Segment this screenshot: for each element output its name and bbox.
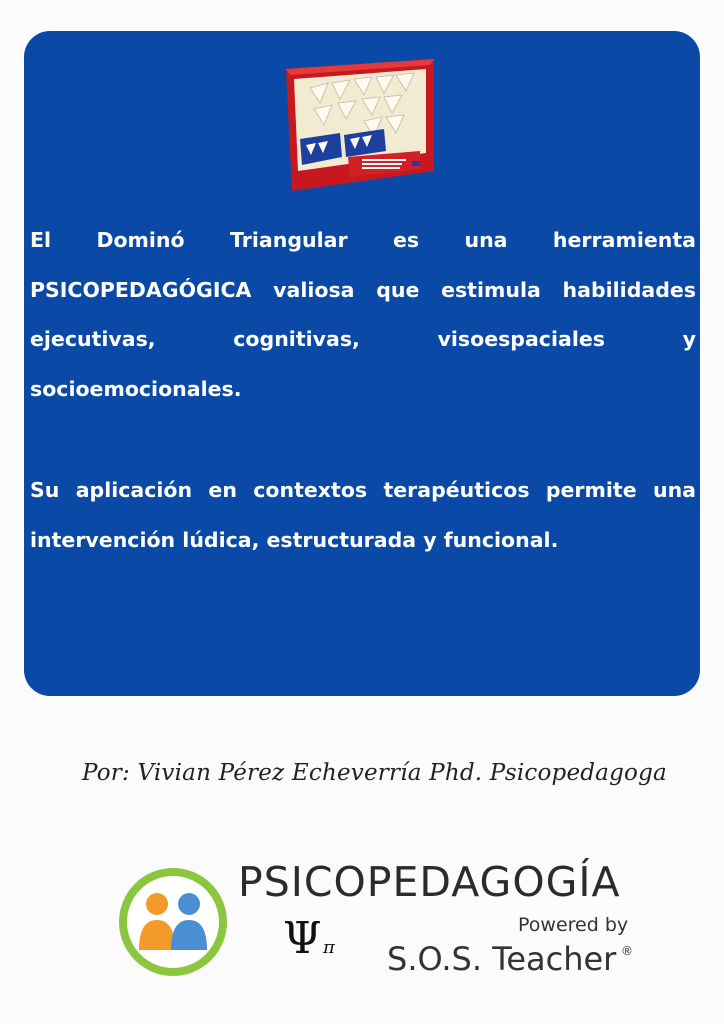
teacher-brand-name: S.O.S. Teacher [387,940,617,978]
application-paragraph: Su aplicación en contextos terapéuticos permite una intervención lúdica, estructurada y funcional. [30,478,696,552]
intro-paragraph: El Dominó Triangular es una herramienta PSICOPEDAGÓGICA valiosa que estimula habilidades ejecutivas, cognitivas, visoespaciales y socioemocionales. [30,228,696,401]
registered-mark: ® [621,944,633,958]
brand-title: PSICOPEDAGOGÍA [238,858,621,906]
domino-box-image [280,53,438,193]
pi-symbol: π [323,937,335,958]
psi-symbol: Ψ [283,913,322,964]
author-signature: Por: Vivian Pérez Echeverría Phd. Psicopedagoga [82,760,667,786]
people-logo-icon [117,866,229,978]
powered-by-label: Powered by [518,914,629,936]
